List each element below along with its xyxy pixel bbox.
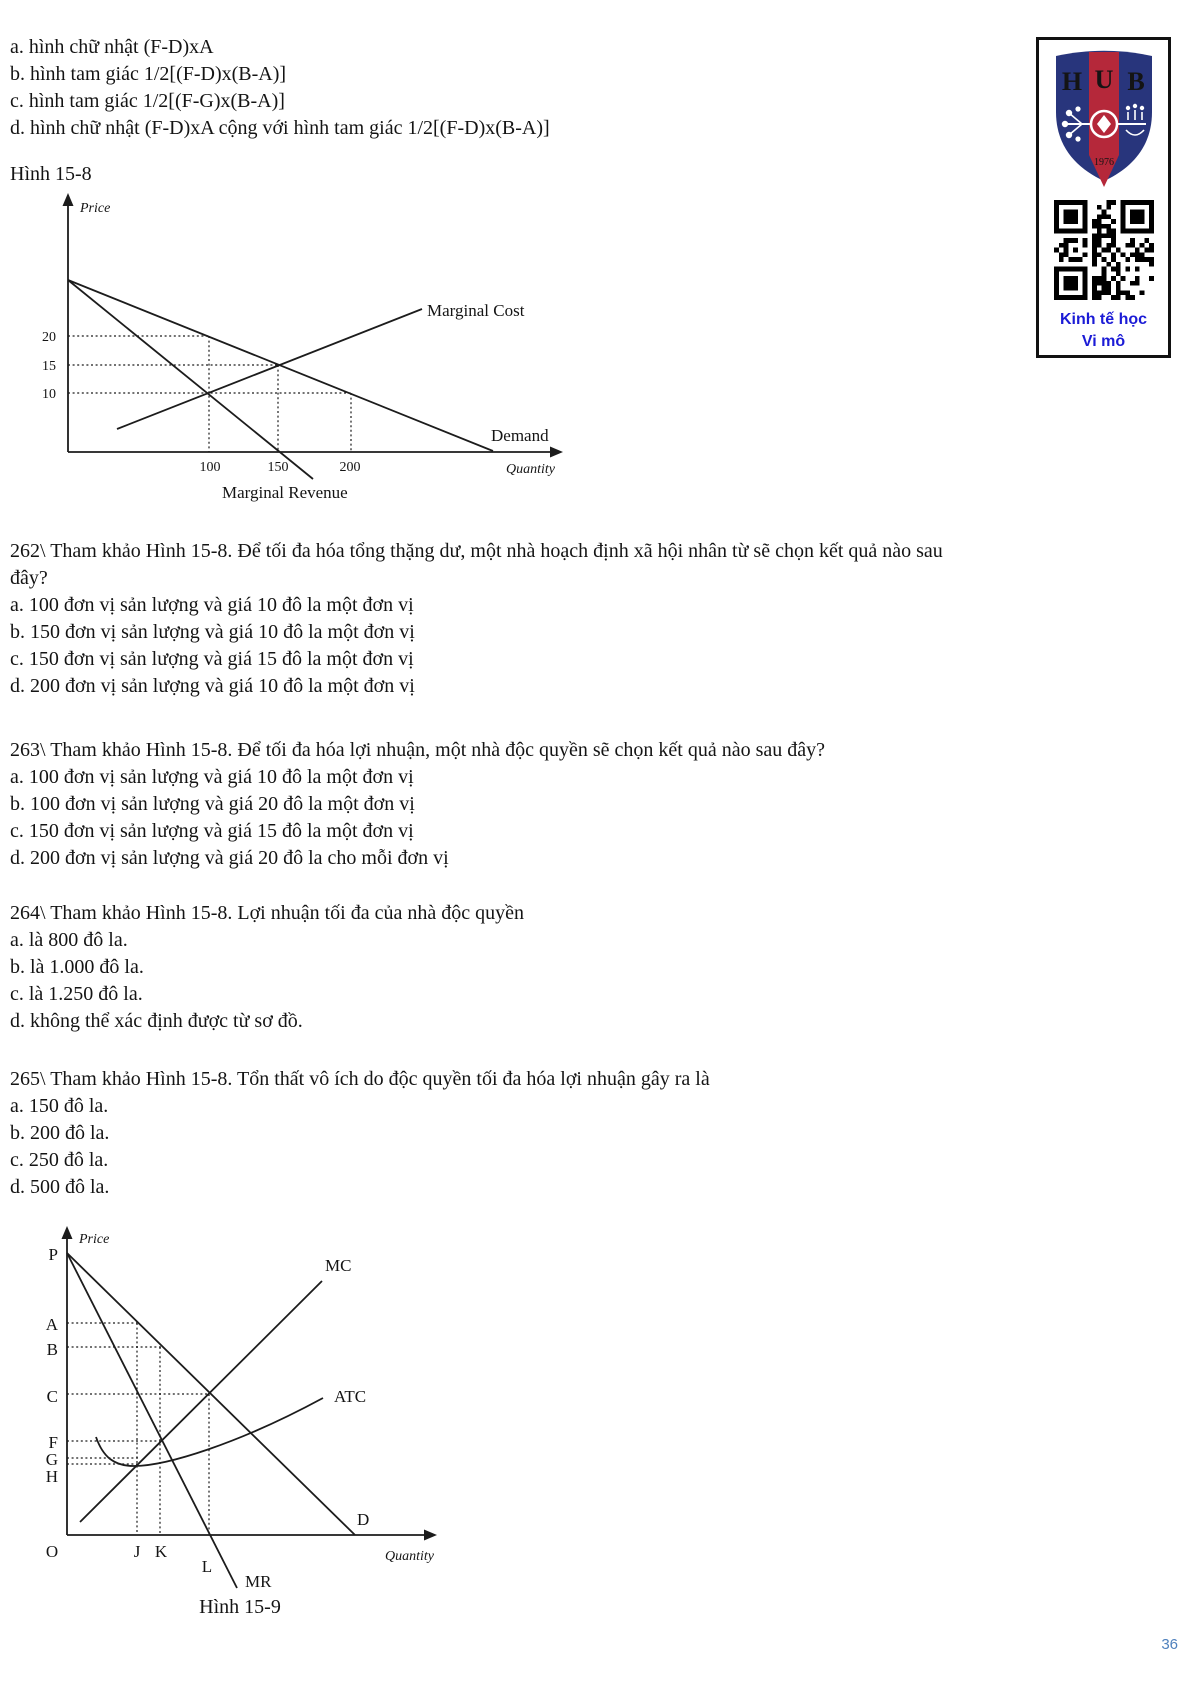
fig9-atc-label: ATC bbox=[334, 1387, 367, 1406]
shield-letter-b: B bbox=[1127, 67, 1145, 96]
question-263-option-c: c. 150 đơn vị sản lượng và giá 15 đô la một đơn vị bbox=[10, 820, 414, 842]
fig8-mc-label: Marginal Cost bbox=[427, 301, 525, 320]
fig9-ylabel-A: A bbox=[45, 1315, 58, 1334]
fig8-mc-line bbox=[117, 309, 422, 429]
fig9-mc-label: MC bbox=[325, 1256, 352, 1275]
logo-caption-line1: Kinh tế học bbox=[1059, 311, 1148, 328]
fig9-xlabel-K: K bbox=[154, 1542, 168, 1561]
fig9-mr-line bbox=[67, 1253, 237, 1588]
fig9-y-axis-arrow bbox=[62, 1226, 73, 1239]
figure9-chart bbox=[46, 1226, 437, 1591]
fig9-ylabel-B: B bbox=[46, 1340, 58, 1359]
fig9-mr-label: MR bbox=[245, 1572, 272, 1591]
fig9-xlabel-L: L bbox=[201, 1557, 213, 1576]
fig8-y-axis-arrow bbox=[63, 193, 74, 206]
question-264-line1: 264\ Tham khảo Hình 15-8. Lợi nhuận tối đa của nhà độc quyền bbox=[10, 902, 524, 924]
fig9-ylabel-C: C bbox=[46, 1387, 58, 1406]
fig8-mr-label: Marginal Revenue bbox=[222, 483, 348, 502]
question-264-option-c: c. là 1.250 đô la. bbox=[10, 983, 143, 1005]
shield-letter-u: U bbox=[1094, 65, 1114, 94]
fig8-quantity-label: Quantity bbox=[506, 462, 555, 477]
question-262-option-a: a. 100 đơn vị sản lượng và giá 10 đô la một đơn vị bbox=[10, 594, 414, 616]
fig9-mc-line bbox=[80, 1281, 322, 1522]
fig8-xtick-200: 200 bbox=[339, 460, 361, 475]
qr-code bbox=[1054, 200, 1154, 300]
fig9-ylabel-P: P bbox=[48, 1245, 58, 1264]
fig9-d-label: D bbox=[357, 1510, 370, 1529]
question-262-option-b: b. 150 đơn vị sản lượng và giá 10 đô la một đơn vị bbox=[10, 621, 415, 643]
page-number: 36 bbox=[1161, 1636, 1178, 1653]
question-263-line1: 263\ Tham khảo Hình 15-8. Để tối đa hóa lợi nhuận, một nhà độc quyền sẽ chọn kết quả nào sau đây? bbox=[10, 739, 826, 761]
fig9-ylabel-F: F bbox=[48, 1433, 58, 1452]
question-262-line1: 262\ Tham khảo Hình 15-8. Để tối đa hóa tổng thặng dư, một nhà hoạch định xã hội nhân từ sẽ chọn kết quả nào sau bbox=[10, 540, 943, 562]
fig8-xtick-150: 150 bbox=[267, 460, 289, 475]
fig8-x-axis-arrow bbox=[550, 447, 563, 458]
fig9-ylabel-G: G bbox=[45, 1450, 58, 1469]
question-262-option-d: d. 200 đơn vị sản lượng và giá 10 đô la một đơn vị bbox=[10, 675, 415, 697]
question-264-option-d: d. không thể xác định được từ sơ đồ. bbox=[10, 1010, 303, 1032]
question-265-option-a: a. 150 đô la. bbox=[10, 1095, 109, 1117]
question-265-option-c: c. 250 đô la. bbox=[10, 1149, 109, 1171]
question-264-option-b: b. là 1.000 đô la. bbox=[10, 956, 144, 978]
fig9-xlabel-O: O bbox=[45, 1542, 59, 1561]
question-265-option-d: d. 500 đô la. bbox=[10, 1176, 110, 1198]
intro-option-d: d. hình chữ nhật (F-D)xA cộng với hình tam giác 1/2[(F-D)x(B-A)] bbox=[10, 117, 550, 139]
shield-year: 1976 bbox=[1094, 157, 1114, 168]
university-logo-box bbox=[1036, 37, 1171, 358]
question-262-line2: đây? bbox=[10, 567, 48, 589]
intro-option-c: c. hình tam giác 1/2[(F-G)x(B-A)] bbox=[10, 90, 285, 112]
question-262-option-c: c. 150 đơn vị sản lượng và giá 15 đô la một đơn vị bbox=[10, 648, 414, 670]
fig8-price-label: Price bbox=[80, 201, 111, 216]
fig9-quantity-label: Quantity bbox=[385, 1549, 434, 1564]
fig9-xlabel-J: J bbox=[133, 1542, 141, 1561]
fig9-ylabel-H: H bbox=[45, 1467, 58, 1486]
fig8-xtick-100: 100 bbox=[199, 460, 221, 475]
question-263-option-b: b. 100 đơn vị sản lượng và giá 20 đô la một đơn vị bbox=[10, 793, 415, 815]
figure9-caption: Hình 15-9 bbox=[199, 1596, 281, 1618]
fig8-mr-line bbox=[68, 280, 313, 479]
figure8-chart bbox=[42, 193, 563, 502]
fig8-demand-label: Demand bbox=[491, 426, 549, 445]
question-263-option-a: a. 100 đơn vị sản lượng và giá 10 đô la một đơn vị bbox=[10, 766, 414, 788]
fig8-ytick-10: 10 bbox=[42, 387, 56, 402]
question-264-option-a: a. là 800 đô la. bbox=[10, 929, 128, 951]
fig8-ytick-15: 15 bbox=[42, 359, 56, 374]
intro-option-a: a. hình chữ nhật (F-D)xA bbox=[10, 36, 214, 58]
fig8-ytick-20: 20 bbox=[42, 330, 56, 345]
hub-shield-logo bbox=[1048, 48, 1160, 190]
question-265-option-b: b. 200 đô la. bbox=[10, 1122, 110, 1144]
figure8-heading: Hình 15-8 bbox=[10, 163, 92, 185]
fig9-x-axis-arrow bbox=[424, 1530, 437, 1541]
intro-option-b: b. hình tam giác 1/2[(F-D)x(B-A)] bbox=[10, 63, 287, 85]
shield-letter-h: H bbox=[1061, 67, 1083, 96]
fig9-price-label: Price bbox=[79, 1232, 110, 1247]
question-263-option-d: d. 200 đơn vị sản lượng và giá 20 đô la cho mỗi đơn vị bbox=[10, 847, 449, 869]
question-265-line1: 265\ Tham khảo Hình 15-8. Tổn thất vô ích do độc quyền tối đa hóa lợi nhuận gây ra là bbox=[10, 1068, 710, 1090]
logo-caption-line2: Vi mô bbox=[1081, 333, 1126, 350]
